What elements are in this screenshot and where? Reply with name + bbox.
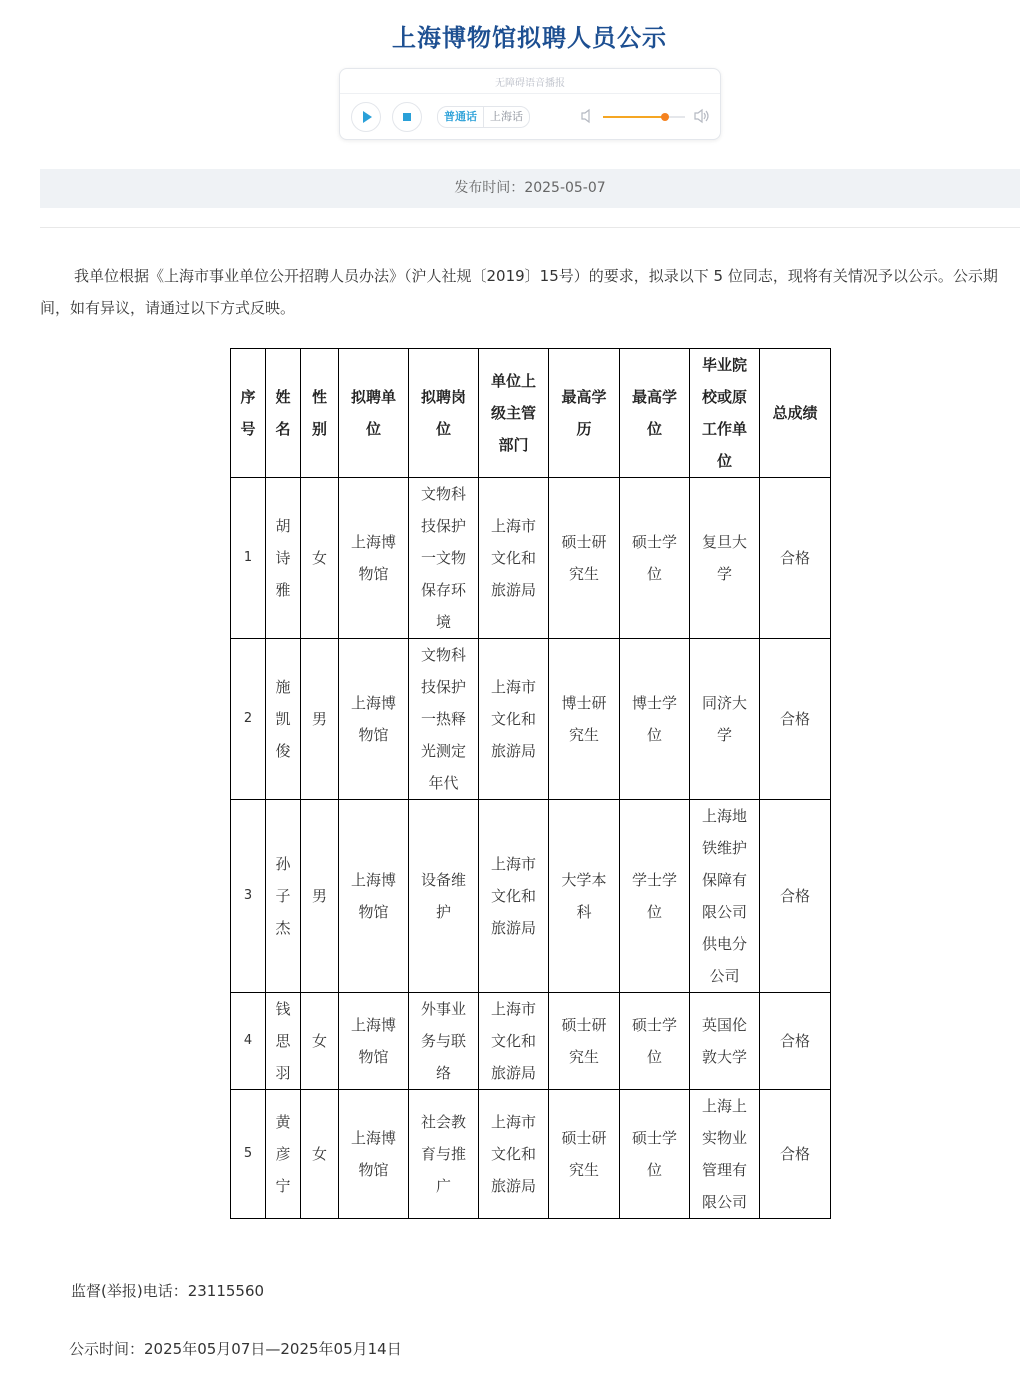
table-cell: 上海博物馆 <box>339 993 409 1090</box>
table-cell: 上海市文化和旅游局 <box>479 800 549 993</box>
volume-slider[interactable] <box>603 116 685 118</box>
table-cell: 文物科技保护一文物保存环境 <box>409 478 479 639</box>
header-cell: 最高学历 <box>549 349 620 478</box>
table-cell: 社会教育与推广 <box>409 1090 479 1219</box>
table-cell: 硕士学位 <box>620 478 690 639</box>
table-cell: 1 <box>231 478 266 639</box>
table-cell: 上海上实物业管理有限公司 <box>690 1090 760 1219</box>
table-cell: 合格 <box>760 478 831 639</box>
table-cell: 合格 <box>760 1090 831 1219</box>
table-row <box>231 800 831 993</box>
table-cell: 钱思羽 <box>266 993 301 1090</box>
table-cell: 上海博物馆 <box>339 1090 409 1219</box>
table-cell: 黄彦宁 <box>266 1090 301 1219</box>
table-cell: 孙子杰 <box>266 800 301 993</box>
header-cell: 性别 <box>301 349 339 478</box>
header-cell: 单位上级主管部门 <box>479 349 549 478</box>
table-cell: 硕士学位 <box>620 1090 690 1219</box>
table-cell: 施凯俊 <box>266 639 301 800</box>
header-cell: 拟聘岗位 <box>409 349 479 478</box>
period-value: 2025年05月07日—2025年05月14日 <box>144 1340 402 1358</box>
period-label: 公示时间： <box>69 1340 145 1358</box>
header-cell: 总成绩 <box>760 349 831 478</box>
table-cell: 5 <box>231 1090 266 1219</box>
header-cell: 姓名 <box>266 349 301 478</box>
supervise-phone-line <box>71 1280 264 1301</box>
publicity-period-line <box>69 1338 402 1359</box>
table-cell: 上海博物馆 <box>339 639 409 800</box>
table-cell: 上海市文化和旅游局 <box>479 478 549 639</box>
header-cell: 序号 <box>231 349 266 478</box>
table-cell: 合格 <box>760 639 831 800</box>
table-cell: 设备维护 <box>409 800 479 993</box>
publish-info-bar <box>40 169 1020 208</box>
table-cell: 硕士研究生 <box>549 993 620 1090</box>
stop-icon <box>393 103 421 131</box>
volume-handle[interactable] <box>661 113 669 121</box>
table-cell: 上海博物馆 <box>339 800 409 993</box>
table-cell: 同济大学 <box>690 639 760 800</box>
header-cell: 毕业院校或原工作单位 <box>690 349 760 478</box>
table-cell: 博士学位 <box>620 639 690 800</box>
table-cell: 胡诗雅 <box>266 478 301 639</box>
table-cell: 上海市文化和旅游局 <box>479 1090 549 1219</box>
table-cell: 2 <box>231 639 266 800</box>
table-cell: 男 <box>301 800 339 993</box>
table-cell: 男 <box>301 639 339 800</box>
table-cell: 4 <box>231 993 266 1090</box>
stop-button[interactable] <box>392 102 422 132</box>
table-row <box>231 993 831 1090</box>
table-row <box>231 478 831 639</box>
table-cell: 合格 <box>760 993 831 1090</box>
audio-player <box>339 68 721 140</box>
table-cell: 复旦大学 <box>690 478 760 639</box>
intro-paragraph: 我单位根据《上海市事业单位公开招聘人员办法》（沪人社规〔2019〕15号）的要求，拟录以下 5 位同志，现将有关情况予以公示。公示期间，如有异议，请通过以下方式反映。 <box>40 267 998 317</box>
table-cell: 上海地铁维护保障有限公司供电分公司 <box>690 800 760 993</box>
table-cell: 上海市文化和旅游局 <box>479 639 549 800</box>
content-divider <box>40 227 1020 228</box>
language-switch <box>437 106 530 128</box>
candidate-table <box>230 348 831 1219</box>
table-cell: 上海博物馆 <box>339 478 409 639</box>
player-divider <box>340 93 720 94</box>
table-cell: 英国伦敦大学 <box>690 993 760 1090</box>
table-cell: 上海市文化和旅游局 <box>479 993 549 1090</box>
header-cell: 拟聘单位 <box>339 349 409 478</box>
table-cell: 大学本科 <box>549 800 620 993</box>
table-row <box>231 1090 831 1219</box>
publish-label: 发布时间： <box>454 180 525 196</box>
supervise-label: 监督(举报)电话： <box>71 1282 188 1300</box>
volume-fill <box>603 116 665 118</box>
volume-high-icon[interactable] <box>693 108 711 124</box>
volume-low-icon[interactable] <box>580 108 594 124</box>
table-cell: 3 <box>231 800 266 993</box>
table-cell: 合格 <box>760 800 831 993</box>
player-caption: 无障碍语音播报 <box>495 78 565 89</box>
lang-shanghainese-option[interactable]: 上海话 <box>483 107 529 127</box>
table-cell: 学士学位 <box>620 800 690 993</box>
table-cell: 外事业务与联络 <box>409 993 479 1090</box>
table-cell: 女 <box>301 1090 339 1219</box>
table-cell: 硕士研究生 <box>549 1090 620 1219</box>
table-cell: 硕士研究生 <box>549 478 620 639</box>
table-cell: 女 <box>301 993 339 1090</box>
table-row <box>231 639 831 800</box>
supervise-phone: 23115560 <box>187 1282 265 1300</box>
table-cell: 博士研究生 <box>549 639 620 800</box>
play-button[interactable] <box>351 102 381 132</box>
publish-date: 2025-05-07 <box>524 180 606 196</box>
table-cell: 文物科技保护一热释光测定年代 <box>409 639 479 800</box>
play-icon <box>352 103 380 131</box>
header-cell: 最高学位 <box>620 349 690 478</box>
table-header-row <box>231 349 831 478</box>
lang-mandarin-option[interactable]: 普通话 <box>444 110 477 123</box>
table-cell: 女 <box>301 478 339 639</box>
table-cell: 硕士学位 <box>620 993 690 1090</box>
page-title: 上海博物馆拟聘人员公示 <box>392 24 667 52</box>
